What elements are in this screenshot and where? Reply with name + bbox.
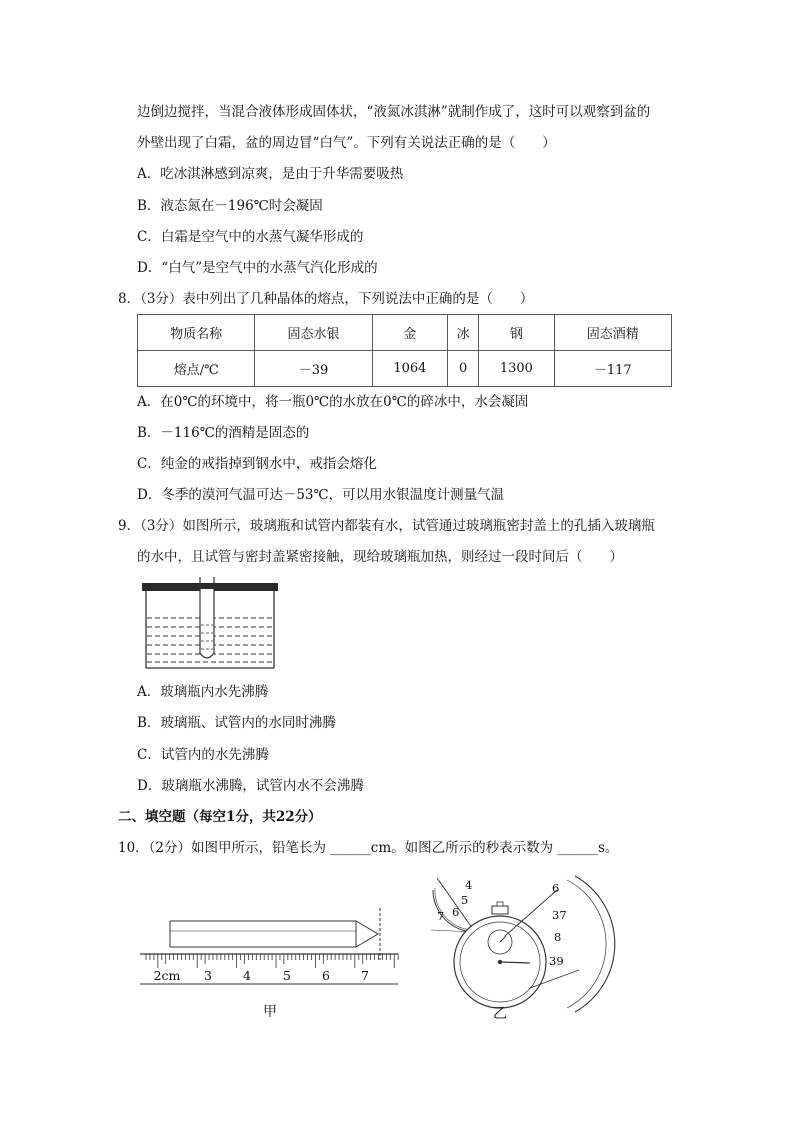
table-row — [138, 351, 672, 387]
q7-option-d[interactable]: D．“白气”是空气中的水蒸气汽化形成的 — [137, 260, 378, 276]
q9-option-c[interactable]: C．试管内的水先沸腾 — [137, 747, 269, 763]
ruler-label: 3 — [204, 968, 212, 983]
q8-option-a[interactable]: A．在0℃的环境中，将一瓶0℃的水放在0℃的碎冰中，水会凝固 — [137, 394, 529, 410]
q9-option-b[interactable]: B．玻璃瓶、试管内的水同时沸腾 — [137, 715, 336, 731]
q7-option-c[interactable]: C．白霜是空气中的水蒸气凝华形成的 — [137, 229, 364, 245]
ruler-label: 4 — [243, 968, 251, 983]
q8-option-d[interactable]: D．冬季的漠河气温可达－53℃，可以用水银温度计测量气温 — [137, 487, 505, 503]
q9-stem-line1: 9．（3分）如图所示，玻璃瓶和试管内都装有水，试管通过玻璃瓶密封盖上的孔插入玻璃瓶 — [118, 518, 655, 534]
ruler-labels — [154, 968, 369, 983]
q7-stem-line2: 外壁出现了白霜，盆的周边冒“白气”。下列有关说法正确的是（ ） — [137, 135, 556, 151]
melting-point-table — [137, 314, 672, 387]
figure-caption-jia: 甲 — [263, 1004, 277, 1020]
q10-stem: 10．（2分）如图甲所示，铅笔长为 ______cm。如图乙所示的秒表示数为 ______s。 — [118, 840, 619, 856]
q9-option-d[interactable]: D．玻璃瓶水沸腾，试管内水不会沸腾 — [137, 778, 364, 794]
bottle-test-tube-figure — [140, 575, 280, 671]
minute-dial-zoom — [431, 878, 475, 932]
stopwatch-figure — [425, 870, 595, 1022]
ruler-ticks — [146, 954, 398, 968]
minute-label: 4 — [465, 878, 473, 892]
table-cell: －117 — [554, 351, 671, 387]
q7-option-a[interactable]: A．吃冰淇淋感到凉爽，是由于升华需要吸热 — [137, 166, 404, 182]
table-cell: 冰 — [448, 315, 479, 351]
table-cell: －39 — [255, 351, 372, 387]
q8-stem: 8．（3分）表中列出了几种晶体的熔点，下列说法中正确的是（ ） — [118, 291, 534, 307]
table-cell: 物质名称 — [138, 315, 255, 351]
pencil-ruler-figure — [136, 908, 401, 1018]
table-cell: 0 — [448, 351, 479, 387]
stopwatch-body — [454, 902, 546, 1008]
pencil — [170, 921, 378, 947]
second-label: 8 — [554, 930, 562, 944]
minute-label: 7 — [437, 909, 445, 923]
test-tube — [200, 577, 214, 659]
table-cell: 1300 — [479, 351, 554, 387]
second-label: 6 — [552, 881, 560, 895]
q8-option-c[interactable]: C．纯金的戒指掉到钢水中，戒指会熔化 — [137, 456, 377, 472]
table-cell: 熔点/℃ — [138, 351, 255, 387]
second-label: 39 — [549, 954, 564, 968]
q9-option-a[interactable]: A．玻璃瓶内水先沸腾 — [137, 684, 269, 700]
ruler-label: 6 — [322, 968, 330, 983]
table-row — [138, 315, 672, 351]
second-label: 37 — [552, 908, 567, 922]
q7-stem-line1: 边倒边搅拌，当混合液体形成固体状，“液氮冰淇淋”就制作成了，这时可以观察到盆的 — [137, 104, 651, 120]
q8-option-b[interactable]: B．－116℃的酒精是固态的 — [137, 425, 310, 441]
q7-option-b[interactable]: B．液态氮在－196℃时会凝固 — [137, 198, 323, 214]
minute-label: 6 — [452, 905, 460, 919]
ruler-label: 2cm — [153, 968, 181, 983]
ruler-label: 5 — [283, 968, 291, 983]
table-cell: 固态酒精 — [554, 315, 671, 351]
figure-caption-yi: 乙 — [493, 1006, 507, 1022]
table-cell: 1064 — [372, 351, 447, 387]
ruler-label: 7 — [361, 968, 369, 983]
table-cell: 固态水银 — [255, 315, 372, 351]
q9-stem-line2: 的水中，且试管与密封盖紧密接触，现给玻璃瓶加热，则经过一段时间后（ ） — [137, 549, 623, 565]
minute-label: 5 — [461, 893, 469, 907]
table-cell: 钢 — [479, 315, 554, 351]
section-title: 二、填空题（每空1分，共22分） — [118, 809, 322, 825]
table-cell: 金 — [372, 315, 447, 351]
